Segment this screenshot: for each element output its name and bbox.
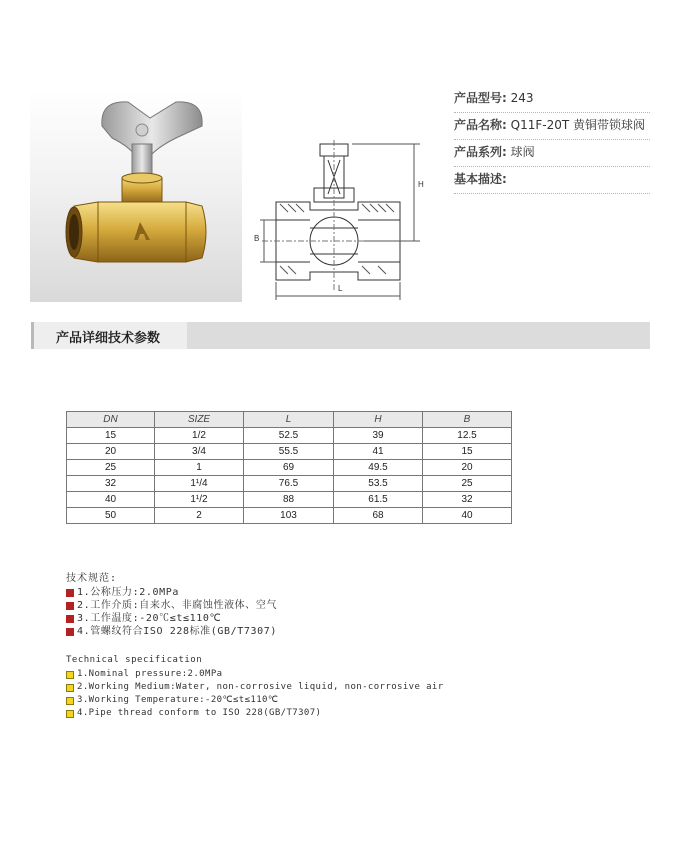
info-row-series [454, 140, 650, 167]
section-title: 产品详细技术参数 [56, 331, 161, 346]
product-photo [30, 90, 242, 302]
yellow-square-bullet-icon [66, 684, 74, 692]
table-cell: 15 [423, 444, 512, 460]
list-item [66, 681, 444, 694]
table-row [67, 492, 512, 508]
table-cell: 103 [244, 508, 334, 524]
red-square-bullet-icon [66, 602, 74, 610]
table-cell: 69 [244, 460, 334, 476]
specs-en [66, 654, 444, 720]
table-cell: 20 [67, 444, 155, 460]
table-row [67, 508, 512, 524]
spec-text: 4.管螺纹符合ISO 228标准(GB/T7307) [77, 626, 277, 637]
list-item [66, 694, 444, 707]
table-header: DN [67, 412, 155, 428]
list-item [66, 599, 277, 612]
table-cell: 1/2 [155, 428, 244, 444]
table-cell: 88 [244, 492, 334, 508]
table-cell: 25 [67, 460, 155, 476]
table-cell: 12.5 [423, 428, 512, 444]
technical-drawing [252, 140, 438, 302]
list-item [66, 586, 277, 599]
spec-text: 1.Nominal pressure:2.0MPa [77, 669, 223, 679]
ball-valve-image [30, 90, 242, 302]
specs-cn [66, 572, 277, 638]
table-header: H [334, 412, 423, 428]
table-cell: 50 [67, 508, 155, 524]
red-square-bullet-icon [66, 589, 74, 597]
spec-text: 2.Working Medium:Water, non-corrosive liquid, non-corrosive air [77, 682, 444, 692]
info-row-description [454, 167, 650, 194]
yellow-square-bullet-icon [66, 697, 74, 705]
yellow-square-bullet-icon [66, 710, 74, 718]
table-cell: 20 [423, 460, 512, 476]
spec-text: 3.工作温度:-20℃≤t≤110℃ [77, 613, 222, 624]
specs-cn-title: 技术规范: [66, 573, 118, 584]
spec-text: 1.公称压力:2.0MPa [77, 587, 179, 598]
table-cell: 32 [67, 476, 155, 492]
table-row [67, 444, 512, 460]
list-item [66, 668, 444, 681]
drawing-label-b: B [254, 234, 260, 243]
parameters-table [66, 411, 512, 524]
table-cell: 1¹/4 [155, 476, 244, 492]
drawing-label-h: H [418, 180, 424, 189]
list-item [66, 707, 444, 720]
table-row [67, 460, 512, 476]
info-row-name [454, 113, 650, 140]
red-square-bullet-icon [66, 615, 74, 623]
table-cell: 49.5 [334, 460, 423, 476]
spec-text: 2.工作介质:自来水、非腐蚀性液体、空气 [77, 600, 278, 611]
list-item [66, 625, 277, 638]
info-value: 243 [510, 91, 534, 105]
table-cell: 52.5 [244, 428, 334, 444]
table-cell: 68 [334, 508, 423, 524]
info-key: 产品型号: [454, 91, 507, 105]
info-row-model [454, 86, 650, 113]
table-cell: 41 [334, 444, 423, 460]
table-cell: 61.5 [334, 492, 423, 508]
table-header: B [423, 412, 512, 428]
info-key: 产品名称: [454, 118, 507, 132]
table-cell: 25 [423, 476, 512, 492]
table-row [67, 476, 512, 492]
specs-en-title: Technical specification [66, 655, 203, 665]
table-cell: 32 [423, 492, 512, 508]
info-key: 产品系列: [454, 145, 507, 159]
table-cell: 76.5 [244, 476, 334, 492]
table-header: L [244, 412, 334, 428]
spec-text: 4.Pipe thread conform to ISO 228(GB/T7307) [77, 708, 322, 718]
product-info [454, 86, 650, 194]
section-tab [31, 322, 187, 349]
table-cell: 40 [423, 508, 512, 524]
table-header-row [67, 412, 512, 428]
red-square-bullet-icon [66, 628, 74, 636]
table-cell: 40 [67, 492, 155, 508]
table-row [67, 428, 512, 444]
table-cell: 1 [155, 460, 244, 476]
spec-text: 3.Working Temperature:-20℃≤t≤110℃ [77, 695, 279, 705]
table-cell: 53.5 [334, 476, 423, 492]
table-cell: 15 [67, 428, 155, 444]
list-item [66, 612, 277, 625]
info-value: 球阀 [510, 145, 535, 159]
table-cell: 39 [334, 428, 423, 444]
table-cell: 1¹/2 [155, 492, 244, 508]
table-cell: 3/4 [155, 444, 244, 460]
section-header [31, 322, 650, 349]
yellow-square-bullet-icon [66, 671, 74, 679]
drawing-label-l: L [338, 284, 343, 293]
table-cell: 2 [155, 508, 244, 524]
info-key: 基本描述: [454, 172, 507, 186]
table-cell: 55.5 [244, 444, 334, 460]
table-header: SIZE [155, 412, 244, 428]
info-value: Q11F-20T 黄铜带锁球阀 [510, 118, 646, 132]
